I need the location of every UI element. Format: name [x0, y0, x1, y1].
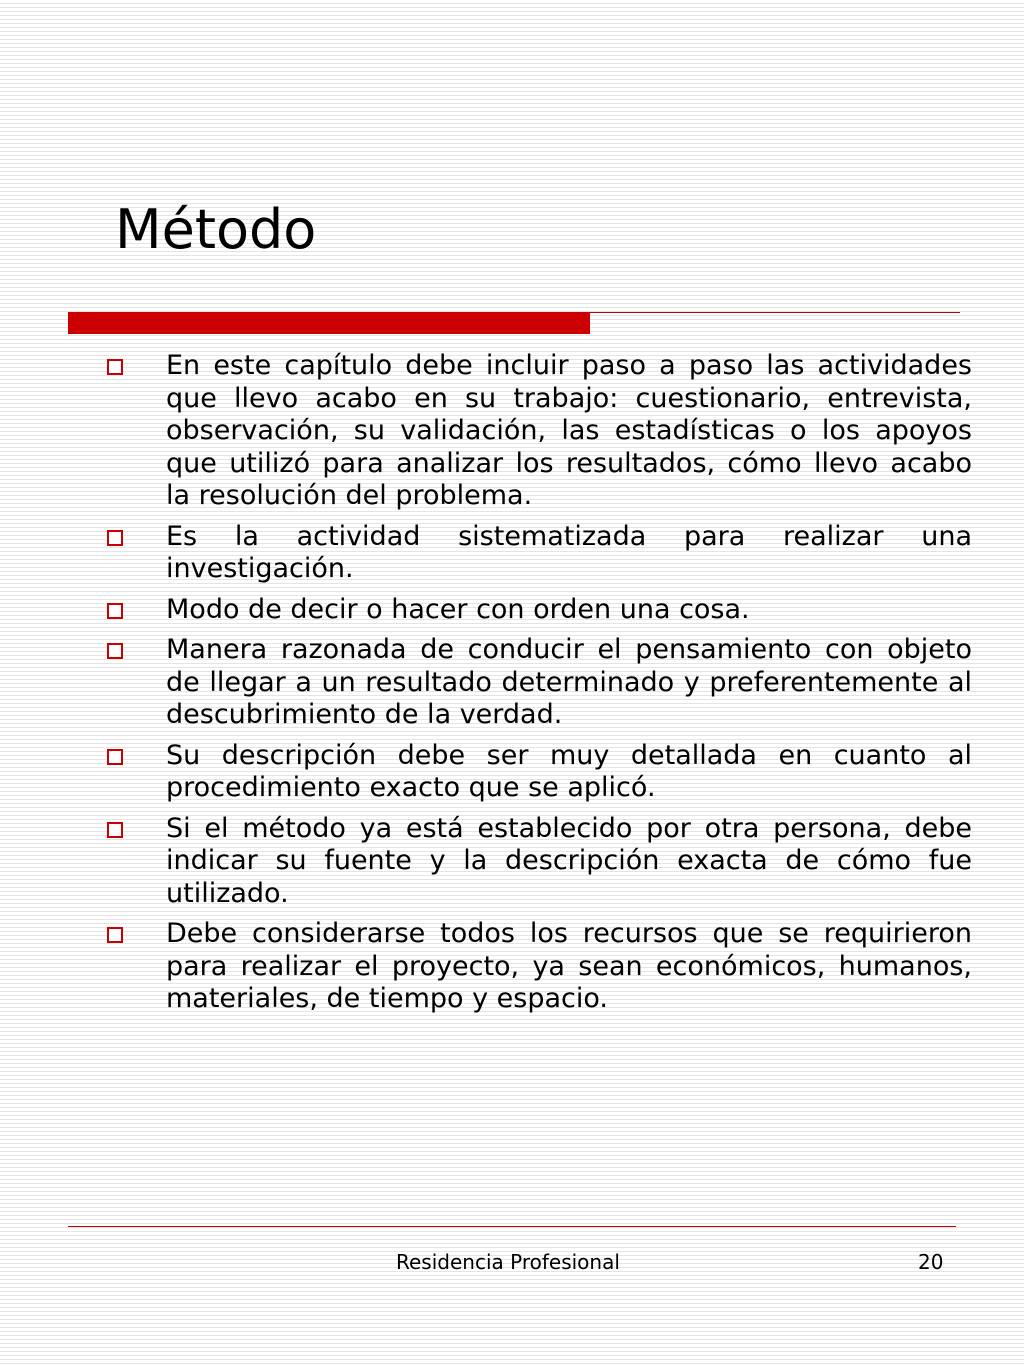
page-number: 20 [918, 1250, 944, 1274]
title-underline-bar [68, 312, 590, 334]
bullet-item [100, 594, 972, 627]
footer-divider [68, 1226, 956, 1227]
bullet-text: En este capítulo debe incluir paso a paso las actividades que llevo acabo en su trabajo: cuestionario, entrevista, observación, su validación, las estadísticas o los apoyos que utilizó para analizar los resultados, cómo llevo acabo la resolución del problema. [166, 350, 972, 511]
hollow-square-icon [107, 822, 123, 838]
hollow-square-icon [107, 643, 123, 659]
bullet-text: Debe considerarse todos los recursos que se requirieron para realizar el proyecto, ya sean económicos, humanos, materiales, de tiempo y espacio. [166, 918, 972, 1014]
bullet-text: Si el método ya está establecido por otra persona, debe indicar su fuente y la descripción exacta de cómo fue utilizado. [166, 812, 972, 909]
bullet-item [100, 350, 972, 513]
bullet-list [100, 350, 972, 1024]
bullet-item [100, 740, 972, 805]
bullet-text: Modo de decir o hacer con orden una cosa. [166, 593, 750, 625]
footer-text: Residencia Profesional [396, 1250, 620, 1274]
bullet-text: Manera razonada de conducir el pensamiento con objeto de llegar a un resultado determinado y preferentemente al descubrimiento de la verdad. [166, 634, 972, 730]
hollow-square-icon [107, 603, 123, 619]
bullet-item [100, 521, 972, 586]
bullet-text: Su descripción debe ser muy detallada en cuanto al procedimiento exacto que se aplicó. [166, 739, 972, 803]
hollow-square-icon [107, 530, 123, 546]
slide-title: Método [115, 198, 317, 261]
bullet-item [100, 813, 972, 911]
hollow-square-icon [107, 359, 123, 375]
bullet-text: Es la actividad sistematizada para realizar una investigación. [166, 520, 972, 584]
title-underline-rule [590, 312, 960, 313]
hollow-square-icon [107, 927, 123, 943]
bullet-item [100, 634, 972, 732]
bullet-item [100, 918, 972, 1016]
hollow-square-icon [107, 749, 123, 765]
